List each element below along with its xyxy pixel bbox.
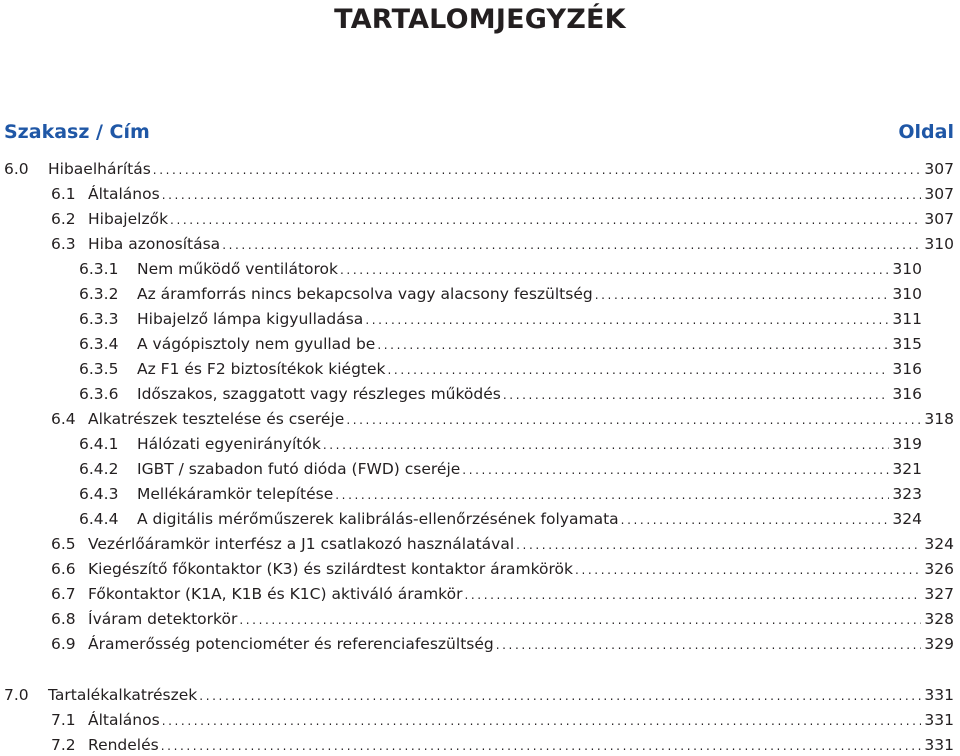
toc-entry[interactable] [51, 533, 954, 555]
dot-leader [388, 359, 890, 380]
toc-entry-title: Áramerősség potenciométer és referenciafeszültség [88, 635, 494, 653]
toc-entry-number: 6.3.3 [79, 310, 119, 328]
toc-entry[interactable] [79, 333, 922, 355]
toc-entry-title: Az áramforrás nincs bekapcsolva vagy alacsony feszültség [137, 285, 593, 303]
toc-entry-page: 323 [892, 485, 922, 503]
toc-entry-page: 307 [924, 210, 954, 228]
toc-entry-title: Hibajelzők [88, 210, 169, 228]
toc-entry-title: Nem működő ventilátorok [137, 260, 339, 278]
page-column-header: Oldal [898, 121, 954, 143]
toc-entry-page: 326 [924, 560, 954, 578]
dot-leader [170, 209, 921, 230]
toc-entry-page: 319 [892, 435, 922, 453]
toc-entry[interactable] [79, 508, 922, 530]
dot-leader [199, 685, 921, 706]
toc-entry-number: 6.4.4 [79, 510, 119, 528]
toc-entry[interactable] [79, 483, 922, 505]
toc-entry-title: Általános [88, 711, 160, 729]
toc-entry-number: 6.5 [51, 535, 76, 553]
toc-entry[interactable] [79, 458, 922, 480]
dot-leader [575, 559, 921, 580]
toc-entry-number: 6.6 [51, 560, 76, 578]
toc-entry-number: 6.3 [51, 235, 76, 253]
toc-entry-title: Hálózati egyenirányítók [137, 435, 321, 453]
toc-entry-title: Mellékáramkör telepítése [137, 485, 334, 503]
toc-entry-title: Hibajelző lámpa kigyulladása [137, 310, 364, 328]
dot-leader [335, 484, 889, 505]
toc-entry-number: 7.0 [4, 686, 29, 704]
toc-entry[interactable] [79, 283, 922, 305]
toc-entry-page: 324 [892, 510, 922, 528]
toc-entry-number: 6.1 [51, 185, 76, 203]
toc-entry[interactable] [51, 633, 954, 655]
dot-leader [464, 584, 921, 605]
toc-entry-page: 315 [892, 335, 922, 353]
toc-entry-page: 310 [892, 260, 922, 278]
toc-entry-title: A digitális mérőműszerek kalibrálás-ellenőrzésének folyamata [137, 510, 619, 528]
toc-entry[interactable] [4, 684, 954, 706]
dot-leader [153, 159, 922, 180]
toc-entry-page: 310 [924, 235, 954, 253]
toc-entry[interactable] [51, 408, 954, 430]
toc-entry-title: Tartalékalkatrészek [48, 686, 198, 704]
dot-leader [621, 509, 890, 530]
toc-entry-number: 6.2 [51, 210, 76, 228]
toc-entry-page: 324 [924, 535, 954, 553]
toc-entry-page: 331 [924, 686, 954, 704]
toc-entry[interactable] [79, 308, 922, 330]
toc-entry-page: 321 [892, 460, 922, 478]
dot-leader [162, 184, 922, 205]
toc-entry-title: Az F1 és F2 biztosítékok kiégtek [137, 360, 386, 378]
dot-leader [162, 710, 922, 731]
toc-entry-number: 7.2 [51, 736, 76, 754]
dot-leader [595, 284, 890, 305]
dot-leader [222, 234, 921, 255]
toc-entry-number: 6.3.2 [79, 285, 119, 303]
dot-leader [323, 434, 890, 455]
toc-entry-number: 6.3.4 [79, 335, 119, 353]
toc-entry-title: Hibaelhárítás [48, 160, 151, 178]
toc-entry[interactable] [51, 558, 954, 580]
toc-entry[interactable] [51, 608, 954, 630]
toc-entry[interactable] [51, 233, 954, 255]
section-column-header: Szakasz / Cím [4, 121, 150, 143]
toc-entry[interactable] [51, 734, 954, 756]
toc-entry[interactable] [51, 583, 954, 605]
toc-entry[interactable] [51, 709, 954, 731]
toc-entry-number: 6.4 [51, 410, 76, 428]
toc-entry[interactable] [79, 358, 922, 380]
toc-entry-number: 7.1 [51, 711, 76, 729]
toc-entry[interactable] [79, 433, 922, 455]
toc-entry-title: Vezérlőáramkör interfész a J1 csatlakozó használatával [88, 535, 515, 553]
toc-entry-number: 6.3.6 [79, 385, 119, 403]
toc-entry-page: 331 [924, 711, 954, 729]
toc-entry-page: 329 [924, 635, 954, 653]
toc-entry-title: IGBT / szabadon futó dióda (FWD) cseréje [137, 460, 461, 478]
toc-entry[interactable] [4, 158, 954, 180]
dot-leader [239, 609, 921, 630]
toc-entry[interactable] [79, 258, 922, 280]
dot-leader [496, 634, 922, 655]
toc-entry-number: 6.9 [51, 635, 76, 653]
toc-entry-title: Időszakos, szaggatott vagy részleges működés [137, 385, 501, 403]
toc-entry[interactable] [51, 183, 954, 205]
dot-leader [161, 735, 922, 756]
toc-entry-page: 328 [924, 610, 954, 628]
dot-leader [346, 409, 921, 430]
dot-leader [365, 309, 889, 330]
dot-leader [377, 334, 889, 355]
toc-entry-page: 316 [892, 385, 922, 403]
toc-entry-page: 316 [892, 360, 922, 378]
page-title: TARTALOMJEGYZÉK [334, 4, 626, 35]
toc-entry-title: Hiba azonosítása [88, 235, 221, 253]
toc-entry-page: 318 [924, 410, 954, 428]
toc-entry-number: 6.0 [4, 160, 29, 178]
toc-entry-page: 327 [924, 585, 954, 603]
toc-entry-title: Rendelés [88, 736, 159, 754]
toc-entry-title: Általános [88, 185, 160, 203]
toc-entry-title: Alkatrészek tesztelése és cseréje [88, 410, 345, 428]
toc-entry-number: 6.3.5 [79, 360, 119, 378]
toc-entry-number: 6.7 [51, 585, 76, 603]
toc-entry-title: Főkontaktor (K1A, K1B és K1C) aktiváló áramkör [88, 585, 463, 603]
toc-entry-title: Kiegészítő főkontaktor (K3) és szilárdtest kontaktor áramkörök [88, 560, 574, 578]
toc-entry-page: 307 [924, 185, 954, 203]
toc-entry-page: 310 [892, 285, 922, 303]
toc-entry[interactable] [79, 383, 922, 405]
toc-entry-number: 6.4.2 [79, 460, 119, 478]
toc-entry-number: 6.4.3 [79, 485, 119, 503]
toc-entry-page: 307 [924, 160, 954, 178]
dot-leader [503, 384, 890, 405]
toc-entry-number: 6.3.1 [79, 260, 119, 278]
toc-entry-title: Íváram detektorkör [88, 610, 238, 628]
dot-leader [340, 259, 889, 280]
dot-leader [516, 534, 921, 555]
dot-leader [462, 459, 889, 480]
toc-entry[interactable] [51, 208, 954, 230]
toc-entry-title: A vágópisztoly nem gyullad be [137, 335, 376, 353]
toc-entry-page: 331 [924, 736, 954, 754]
toc-entry-page: 311 [892, 310, 922, 328]
toc-entry-number: 6.4.1 [79, 435, 119, 453]
toc-entry-number: 6.8 [51, 610, 76, 628]
